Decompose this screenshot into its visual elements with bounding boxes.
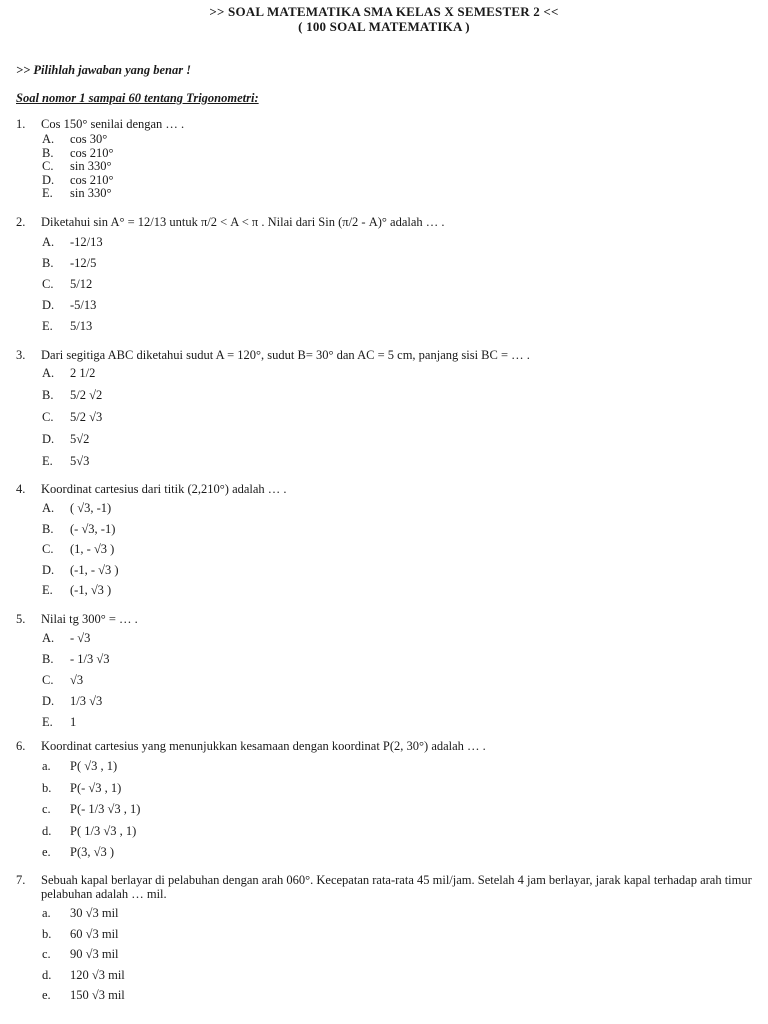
- option-letter: C.: [42, 673, 54, 687]
- option-letter: b.: [42, 780, 52, 795]
- question-number: 6.: [16, 739, 26, 753]
- option-letter: A.: [42, 631, 55, 645]
- option-letter: d.: [42, 967, 52, 982]
- option-value: 5/2 √3: [70, 410, 103, 424]
- question-5: [16, 612, 754, 736]
- option-letter: B.: [42, 652, 54, 666]
- option-letter: C.: [42, 542, 54, 556]
- question-number: 4.: [16, 482, 26, 496]
- instruction-text: >> Pilihlah jawaban yang benar !: [16, 63, 192, 77]
- question-7: [16, 873, 754, 1009]
- document-title: >> SOAL MATEMATIKA SMA KELAS X SEMESTER 2 <<: [209, 4, 559, 19]
- option-letter: A.: [42, 235, 55, 249]
- option-value: (- √3, -1): [70, 521, 116, 536]
- option-letter: b.: [42, 926, 52, 941]
- question-1: [16, 117, 754, 200]
- option-value: cos 30°: [70, 132, 108, 146]
- question-number: 3.: [16, 348, 26, 362]
- option-value: (-1, √3 ): [70, 583, 112, 597]
- option-value: cos 210°: [70, 145, 114, 160]
- option-value: 1: [70, 715, 77, 729]
- question-text: Sebuah kapal berlayar di pelabuhan dengan arah 060°. Kecepatan rata-rata 45 mil/jam. Setelah 4 jam berlayar, jarak kapal terhadap arah timur pelabuhan adalah … mil.: [41, 873, 752, 901]
- question-number: 2.: [16, 215, 26, 229]
- option-value: 150 √3 mil: [70, 988, 125, 1002]
- option-value: 30 √3 mil: [70, 906, 119, 920]
- option-value: - 1/3 √3: [70, 652, 110, 666]
- option-letter: E.: [42, 583, 53, 597]
- option-value: -5/13: [70, 298, 97, 312]
- section-title: Soal nomor 1 sampai 60 tentang Trigonometri:: [16, 91, 259, 105]
- question-number: 5.: [16, 612, 26, 626]
- option-letter: c.: [42, 947, 51, 961]
- option-letter: A.: [42, 132, 55, 146]
- question-number: 7.: [16, 873, 26, 887]
- option-letter: A.: [42, 366, 55, 380]
- question-text: Koordinat cartesius yang menunjukkan kesamaan dengan koordinat P(2, 30°) adalah … .: [41, 739, 486, 753]
- option-letter: A.: [42, 501, 55, 515]
- option-value: 2 1/2: [70, 366, 96, 380]
- option-value: P(3, √3 ): [70, 845, 115, 859]
- option-letter: D.: [42, 298, 55, 312]
- question-3: [16, 348, 754, 476]
- option-letter: E.: [42, 319, 53, 333]
- option-letter: D.: [42, 562, 55, 577]
- question-4: [16, 482, 754, 604]
- option-value: 1/3 √3: [70, 694, 103, 708]
- option-letter: D.: [42, 694, 55, 708]
- question-2: [16, 215, 754, 340]
- question-text: Dari segitiga ABC diketahui sudut A = 120°, sudut B= 30° dan AC = 5 cm, panjang sisi BC = … .: [41, 348, 530, 362]
- option-letter: C.: [42, 277, 54, 291]
- option-value: sin 330°: [70, 186, 112, 200]
- option-value: 5/13: [70, 319, 93, 333]
- option-value: P(- √3 , 1): [70, 780, 122, 795]
- option-value: sin 330°: [70, 159, 112, 173]
- option-value: √3: [70, 673, 84, 687]
- option-letter: B.: [42, 388, 54, 402]
- option-letter: a.: [42, 759, 51, 773]
- option-value: (1, - √3 ): [70, 542, 115, 556]
- option-letter: d.: [42, 823, 52, 838]
- option-letter: B.: [42, 145, 54, 160]
- option-value: P(- 1/3 √3 , 1): [70, 802, 141, 816]
- option-letter: E.: [42, 715, 53, 729]
- option-letter: E.: [42, 186, 53, 200]
- option-letter: B.: [42, 521, 54, 536]
- question-text: Koordinat cartesius dari titik (2,210°) adalah … .: [41, 482, 287, 496]
- option-value: P( 1/3 √3 , 1): [70, 823, 137, 838]
- option-letter: c.: [42, 802, 51, 816]
- option-letter: a.: [42, 906, 51, 920]
- option-value: 5/2 √2: [70, 388, 103, 402]
- option-letter: C.: [42, 410, 54, 424]
- document-subtitle: ( 100 SOAL MATEMATIKA ): [298, 19, 470, 34]
- option-value: 5√3: [70, 454, 90, 468]
- option-letter: e.: [42, 845, 51, 859]
- option-value: 60 √3 mil: [70, 926, 119, 941]
- question-number: 1.: [16, 117, 26, 131]
- question-text: Nilai tg 300° = … .: [41, 612, 138, 626]
- option-value: ( √3, -1): [70, 501, 112, 515]
- option-value: P( √3 , 1): [70, 759, 118, 773]
- option-value: (-1, - √3 ): [70, 562, 119, 577]
- option-value: 90 √3 mil: [70, 947, 119, 961]
- option-value: -12/5: [70, 256, 97, 270]
- question-text: Diketahui sin A° = 12/13 untuk π/2 < A < π . Nilai dari Sin (π/2 - A)° adalah … .: [41, 215, 445, 229]
- option-letter: e.: [42, 988, 51, 1002]
- option-letter: D.: [42, 432, 55, 446]
- option-value: cos 210°: [70, 172, 114, 187]
- option-value: 120 √3 mil: [70, 967, 125, 982]
- option-value: -12/13: [70, 235, 103, 249]
- question-text: Cos 150° senilai dengan … .: [41, 117, 185, 131]
- option-letter: D.: [42, 172, 55, 187]
- option-value: 5/12: [70, 277, 93, 291]
- option-letter: C.: [42, 159, 54, 173]
- option-letter: B.: [42, 256, 54, 270]
- option-value: 5√2: [70, 432, 90, 446]
- option-letter: E.: [42, 454, 53, 468]
- question-6: [16, 739, 754, 867]
- option-value: - √3: [70, 631, 91, 645]
